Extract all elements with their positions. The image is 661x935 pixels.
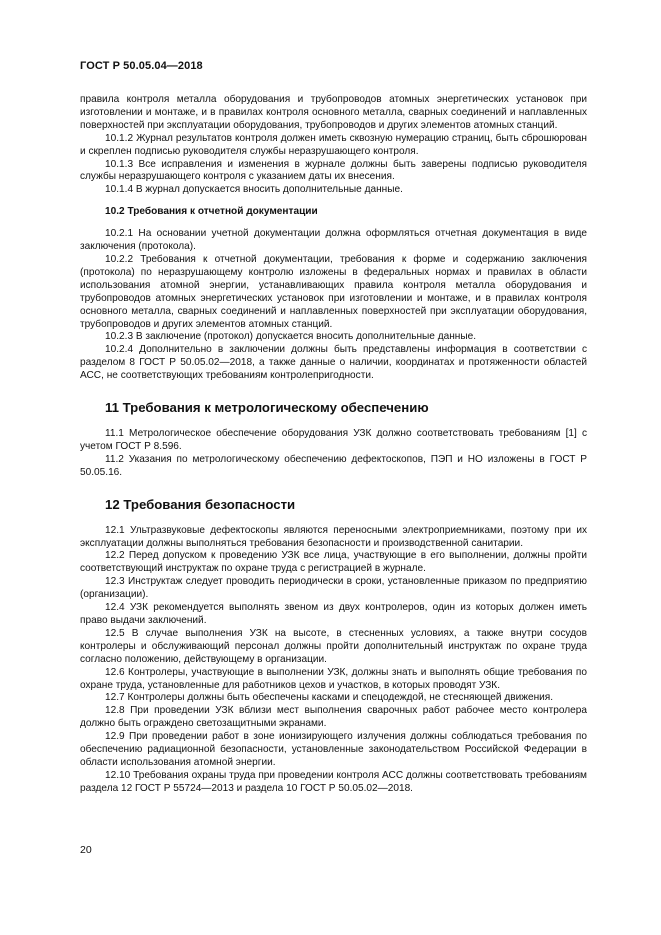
section-heading-11: 11 Требования к метрологическому обеспечению: [105, 400, 429, 416]
section-heading-12: 12 Требования безопасности: [105, 496, 296, 512]
paragraph-12-5: 12.5 В случае выполнения УЗК на высоте, в стесненных условиях, а также внутри сосудов контролеры и обслуживающий персонал должны пройти дополнительный инструктаж по охране труда согласно положению, действующему в организации.: [80, 627, 587, 665]
paragraph-10-2-3: 10.2.3 В заключение (протокол) допускается вносить дополнительные данные.: [105, 331, 477, 343]
paragraph-10-1-2: 10.1.2 Журнал результатов контроля должен иметь сквозную нумерацию страниц, быть сброшюрован и скреплен подписью руководителя службы неразрушающего контроля.: [80, 132, 587, 157]
page-number: 20: [80, 844, 92, 856]
subsection-heading-10-2: 10.2 Требования к отчетной документации: [105, 206, 318, 218]
paragraph-12-3: 12.3 Инструктаж следует проводить периодически в сроки, установленные приказом по предприятию (организации).: [80, 576, 587, 601]
paragraph-11-1: 11.1 Метрологическое обеспечение оборудования УЗК должно соответствовать требованиям [1] с учетом ГОСТ Р 8.596.: [80, 428, 587, 452]
paragraph-12-4: 12.4 УЗК рекомендуется выполнять звеном из двух контролеров, один из которых должен иметь право выдачи заключений.: [80, 602, 587, 626]
paragraph-12-6: 12.6 Контролеры, участвующие в выполнении УЗК, должны знать и выполнять общие требования по охране труда, установленные для работников цехов и участков, в которых проводят УЗК.: [80, 666, 587, 691]
paragraph-12-10: 12.10 Требования охраны труда при проведении контроля АСС должны соответствовать требованиям раздела 12 ГОСТ Р 55724—2013 и раздела 10 ГОСТ Р 50.05.02—2018.: [80, 769, 587, 794]
paragraph-12-2: 12.2 Перед допуском к проведению УЗК все лица, участвующие в его выполнении, должны пройти соответствующий инструктаж по охране труда с регистрацией в журнале.: [80, 550, 587, 575]
paragraph-12-8: 12.8 При проведении УЗК вблизи мест выполнения сварочных работ рабочее место контролера должно быть ограждено светозащитными экранами.: [80, 705, 587, 730]
document-header-id: ГОСТ Р 50.05.04—2018: [80, 60, 203, 72]
paragraph-12-1: 12.1 Ультразвуковые дефектоскопы являются переносными электроприемниками, поэтому при их эксплуатации должны выполняться требования безопасности и производственной санитарии.: [80, 524, 587, 549]
paragraph-10-1-3: 10.1.3 Все исправления и изменения в журнале должны быть заверены подписью руководителя службы неразрушающего контроля с указанием даты их внесения.: [80, 158, 587, 183]
paragraph-10-2-2: 10.2.2 Требования к отчетной документации, требования к форме и содержанию заключения (протокола) по неразрушающему контролю изложены в федеральных нормах и правилах в области использования атомной энергии, устанавливающих правила контроля металла оборудования и трубопроводов атомных энергетических установок при изготовлении и монтаже, и в правилах контроля основного металла, сварных соединений и наплавленных поверхностей при эксплуатации оборудования, трубопроводов и других элементов атомных станций.: [80, 253, 587, 330]
paragraph-10-2-4: 10.2.4 Дополнительно в заключении должны быть представлены информация в соответствии с разделом 8 ГОСТ Р 50.05.02—2018, а также данные о наличии, координатах и протяженности областей АСС, не соответствующих требованиям контролепригодности.: [80, 344, 587, 382]
paragraph-10-2-1: 10.2.1 На основании учетной документации должна оформляться отчетная документация в виде заключения (протокола).: [80, 228, 587, 253]
document-body: [80, 94, 587, 796]
paragraph-12-7: 12.7 Контролеры должны быть обеспечены касками и спецодеждой, не стесняющей движения.: [105, 692, 554, 704]
paragraph-12-9: 12.9 При проведении работ в зоне ионизирующего излучения должны соблюдаться требования по обеспечению радиационной безопасности, установленные законодательством Российской Федерации в области использования атомной энергии.: [80, 731, 587, 768]
paragraph-10-1-4: 10.1.4 В журнал допускается вносить дополнительные данные.: [105, 184, 403, 196]
paragraph-continuation: правила контроля металла оборудования и трубопроводов атомных энергетических установок при изготовлении и монтаже, и в правилах контроля основного металла, сварных соединений и наплавленных поверхностей при эксплуатации оборудования, трубопроводов и других элементов атомных станций.: [80, 94, 587, 131]
paragraph-11-2: 11.2 Указания по метрологическому обеспечению дефектоскопов, ПЭП и НО изложены в ГОСТ Р 50.05.16.: [80, 453, 587, 478]
